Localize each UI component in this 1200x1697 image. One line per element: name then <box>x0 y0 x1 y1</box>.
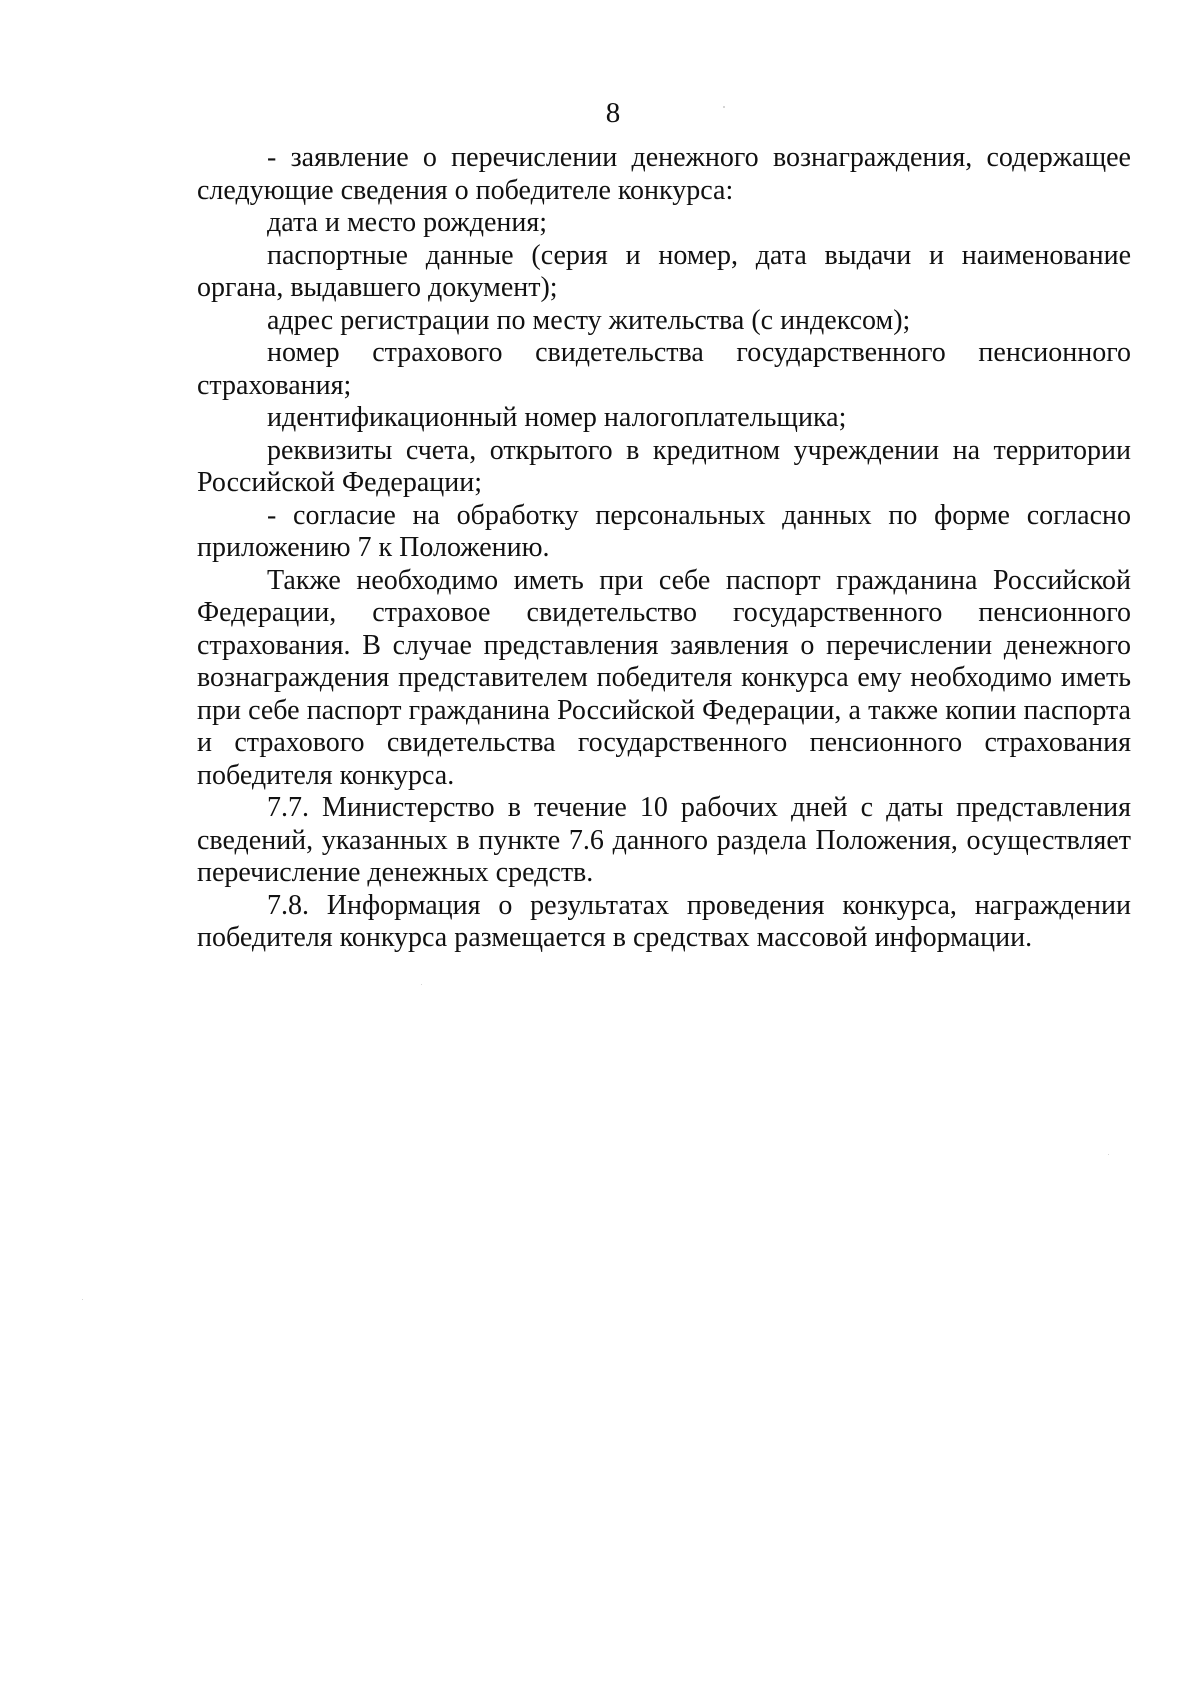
paragraph-taxpayer-id: идентификационный номер налогоплательщика; <box>267 402 847 433</box>
paragraph-passport-requirement: Также необходимо иметь при себе паспорт гражданина Российской Федерации, страховое свидетельство государственного пенсионного страхования. В случае представления заявления о перечислении денежного вознаграждения представителем победителя конкурса ему необходимо иметь при себе паспорт гражданина Российской Федерации, а также копии паспорта и страхового свидетельства государственного пенсионного страхования победителя конкурса. <box>197 564 1131 791</box>
page-number: 8 <box>605 97 621 129</box>
paragraph-7-8: 7.8. Информация о результатах проведения конкурса, награждении победителя конкурса размещается в средствах массовой информации. <box>197 889 1131 953</box>
paragraph-birth-date-place: дата и место рождения; <box>267 207 548 238</box>
paragraph-7-7: 7.7. Министерство в течение 10 рабочих дней с даты представления сведений, указанных в пункте 7.6 данного раздела Положения, осуществляет перечисление денежных средств. <box>197 792 1131 888</box>
paragraph-registration-address: адрес регистрации по месту жительства (с индексом); <box>267 304 911 336</box>
paragraph-bank-account-details: реквизиты счета, открытого в кредитном учреждении на территории Российской Федерации; <box>197 434 1131 498</box>
document-body <box>197 142 1131 955</box>
scan-speck <box>82 1299 83 1300</box>
scan-speck <box>421 984 422 985</box>
paragraph-application-statement: - заявление о перечислении денежного вознаграждения, содержащее следующие сведения о победителе конкурса: <box>197 142 1131 206</box>
paragraph-personal-data-consent: - согласие на обработку персональных данных по форме согласно приложению 7 к Положению. <box>197 499 1131 563</box>
paragraph-pension-insurance-number: номер страхового свидетельства государственного пенсионного страхования; <box>197 337 1131 401</box>
scan-speck <box>723 106 725 108</box>
paragraph-passport-data: паспортные данные (серия и номер, дата выдачи и наименование органа, выдавшего документ); <box>197 239 1131 303</box>
scan-speck <box>1108 1154 1109 1155</box>
